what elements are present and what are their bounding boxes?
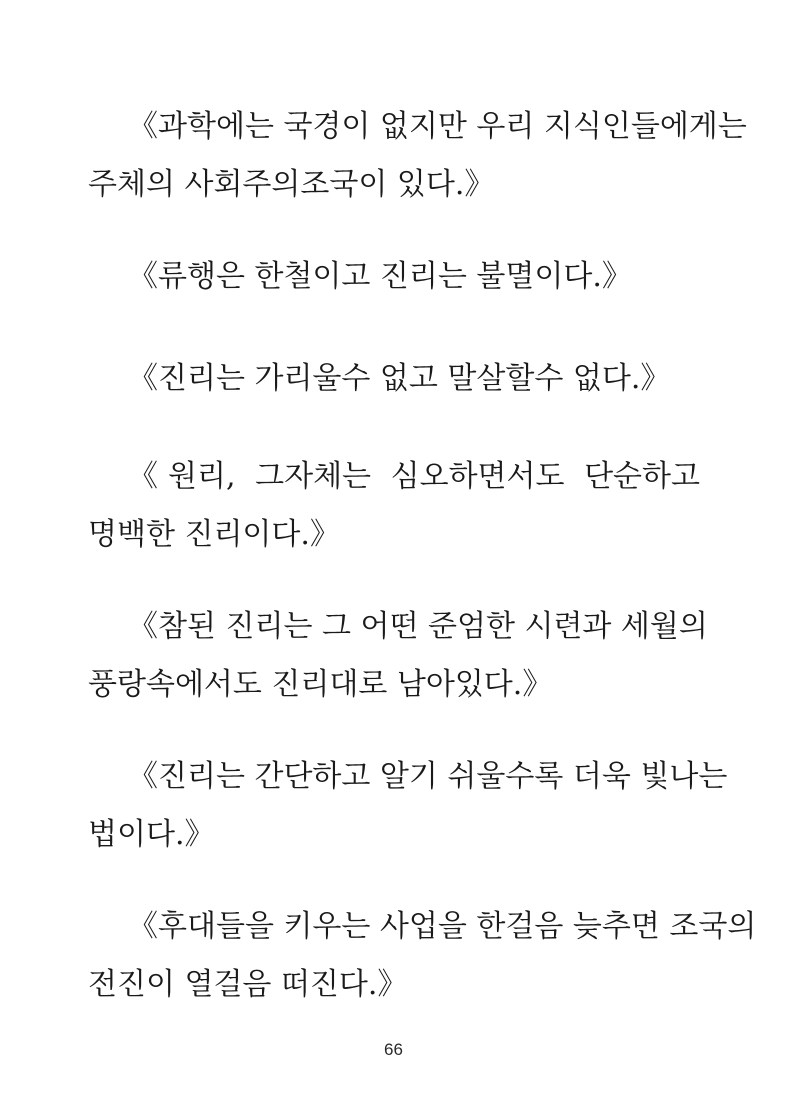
quote-1-line-1: 《과학에는 국경이 없지만 우리 지식인들에게는 [128,109,747,144]
quote-paragraph-6 [88,748,728,864]
quote-paragraph-5 [88,598,708,714]
quote-3-line-1: 《진리는 가리울수 없고 말살할수 없다.》 [128,361,671,396]
quote-5-line-1: 《참된 진리는 그 어떤 준엄한 시련과 세월의 [128,609,708,644]
quote-2-line-1: 《류행은 한철이고 진리는 불멸이다.》 [128,259,632,294]
quote-7-line-1: 《후대들을 키우는 사업을 한걸음 늦추면 조국의 [128,909,757,944]
quote-7-line-2: 전진이 열걸음 떠진다.》 [88,967,408,1002]
quote-5-line-2: 풍랑속에서도 진리대로 남아있다.》 [88,667,553,702]
quote-paragraph-4 [88,448,700,564]
quote-6-line-2: 법이다.》 [88,817,215,852]
quote-paragraph-3 [88,350,700,408]
quote-paragraph-7 [88,898,757,1014]
quote-1-line-2: 주체의 사회주의조국이 있다.》 [88,167,495,202]
page-number: 66 [384,1040,403,1059]
quote-6-line-1: 《진리는 간단하고 알기 쉬울수록 더욱 빛나는 [128,759,728,794]
quote-4-line-2: 명백한 진리이다.》 [88,517,340,552]
quote-paragraph-2 [88,248,700,306]
quote-4-line-1: 《원리, 그자체는 심오하면서도 단순하고 [128,459,700,494]
quote-paragraph-1 [88,98,747,214]
